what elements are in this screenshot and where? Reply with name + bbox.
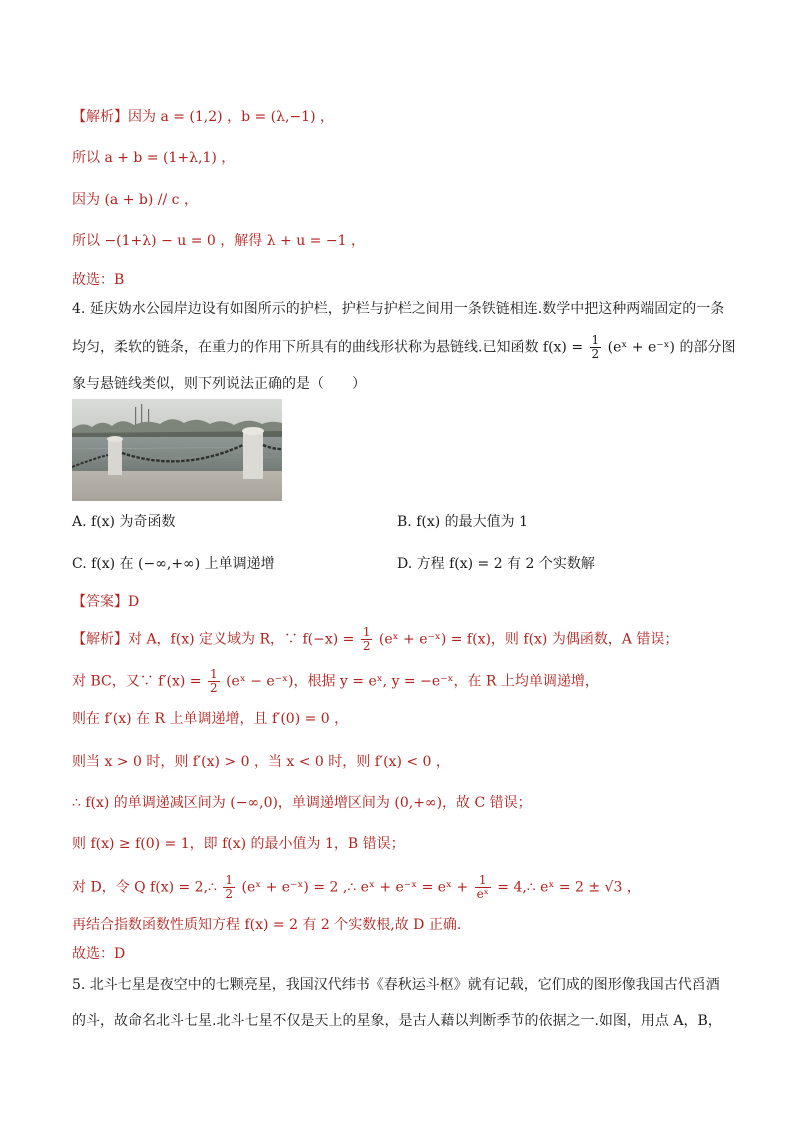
q4-sol-line2-b: (eˣ − e⁻ˣ)，根据 y = eˣ, y = −e⁻ˣ，在 R 上均单调递增， [226,673,599,690]
q5-line2: 的斗，故命名北斗七星.北斗七星不仅是天上的星象，是古人藉以判断季节的依据之一.如图，用点 A，B， [72,1013,722,1029]
railing-photo [72,399,282,501]
option-a: A. f(x) 为奇函数 [72,514,176,530]
q4-sol-line2-a: 对 BC，又∵ f′(x) = [72,673,202,690]
q4-sol-line7-c: = 4,∴ eˣ = 2 ± √3 ， [497,879,641,896]
half-fraction-1-den: 2 [362,639,371,653]
q4-sol-line5: ∴ f(x) 的单调递减区间为 (−∞,0)，单调递增区间为 (0,+∞)，故 C 错误； [72,795,532,811]
half-fraction-2-num: 1 [209,667,218,681]
half-fraction-2-den: 2 [209,681,218,695]
q4-fraction-numerator: 1 [591,333,600,347]
half-fraction-3-den: 2 [225,887,234,901]
q4-sol-line7-b: (eˣ + e⁻ˣ) = 2 ,∴ eˣ + e⁻ˣ = eˣ + [241,879,469,896]
q4-sol-line1-a: 【解析】对 A，f(x) 定义域为 R，∵ f(−x) = [72,631,355,648]
half-fraction-1 [361,626,373,653]
q4-fraction [590,334,602,361]
q4-sol-line7 [72,874,641,901]
sol3-line3: 因为 (a + b) // c ， [72,192,198,208]
recip-fraction-num: 1 [475,874,491,888]
half-fraction-1-num: 1 [362,625,371,639]
half-fraction-3 [223,874,235,901]
q4-answer: 【答案】D [72,594,140,610]
option-b: B. f(x) 的最大值为 1 [397,514,528,530]
option-c: C. f(x) 在 (−∞,+∞) 上单调递增 [72,556,275,572]
q4-sol-line7-a: 对 D，令 Q f(x) = 2,∴ [72,879,217,896]
q5-line1: 5. 北斗七星是夜空中的七颗亮星，我国汉代纬书《春秋运斗枢》就有记载，它们成的图形像我国古代舀酒 [72,977,720,993]
q4-sol-line1-b: (eˣ + e⁻ˣ) = f(x)，则 f(x) 为偶函数，A 错误； [378,631,679,648]
recip-fraction-den: eˣ [476,887,489,901]
q4-sol-line8: 再结合指数函数性质知方程 f(x) = 2 有 2 个实数根,故 D 正确. [72,917,462,933]
q4-fraction-denominator: 2 [591,347,600,361]
q4-sol-line9: 故选：D [72,946,126,962]
q4-line2-b: (eˣ + e⁻ˣ) 的部分图 [607,339,736,356]
q4-line2-a: 均匀，柔软的链条，在重力的作用下所具有的曲线形状称为悬链线.已知函数 f(x) = [72,339,584,356]
sol3-line4: 所以 −(1+λ) − u = 0 ，解得 λ + u = −1 ， [72,233,365,249]
q4-line3: 象与悬链线类似，则下列说法正确的是（ ） [72,376,366,392]
half-fraction-2 [208,668,220,695]
q4-sol-line4: 则当 x > 0 时，则 f′(x) > 0 ，当 x < 0 时，则 f′(x) < 0 ， [72,754,450,770]
sol3-line2: 所以 a + b = (1+λ,1) ， [72,150,236,166]
q4-line1: 4. 延庆妫水公园岸边设有如图所示的护栏，护栏与护栏之间用一条铁链相连.数学中把这种两端固定的一条 [72,301,725,317]
sol3-line5: 故选：B [72,272,125,288]
recip-fraction [475,874,491,901]
option-d: D. 方程 f(x) = 2 有 2 个实数解 [397,556,595,572]
sol3-line1: 【解析】因为 a = (1,2) ，b = (λ,−1) ， [72,109,334,125]
q4-sol-line1 [72,626,678,653]
q4-sol-line3: 则在 f′(x) 在 R 上单调递增，且 f′(0) = 0 ， [72,711,349,727]
q4-line2 [72,334,735,361]
half-fraction-3-num: 1 [225,873,234,887]
q4-sol-line6: 则 f(x) ≥ f(0) = 1，即 f(x) 的最小值为 1，B 错误； [72,836,405,852]
q4-sol-line2 [72,668,599,695]
